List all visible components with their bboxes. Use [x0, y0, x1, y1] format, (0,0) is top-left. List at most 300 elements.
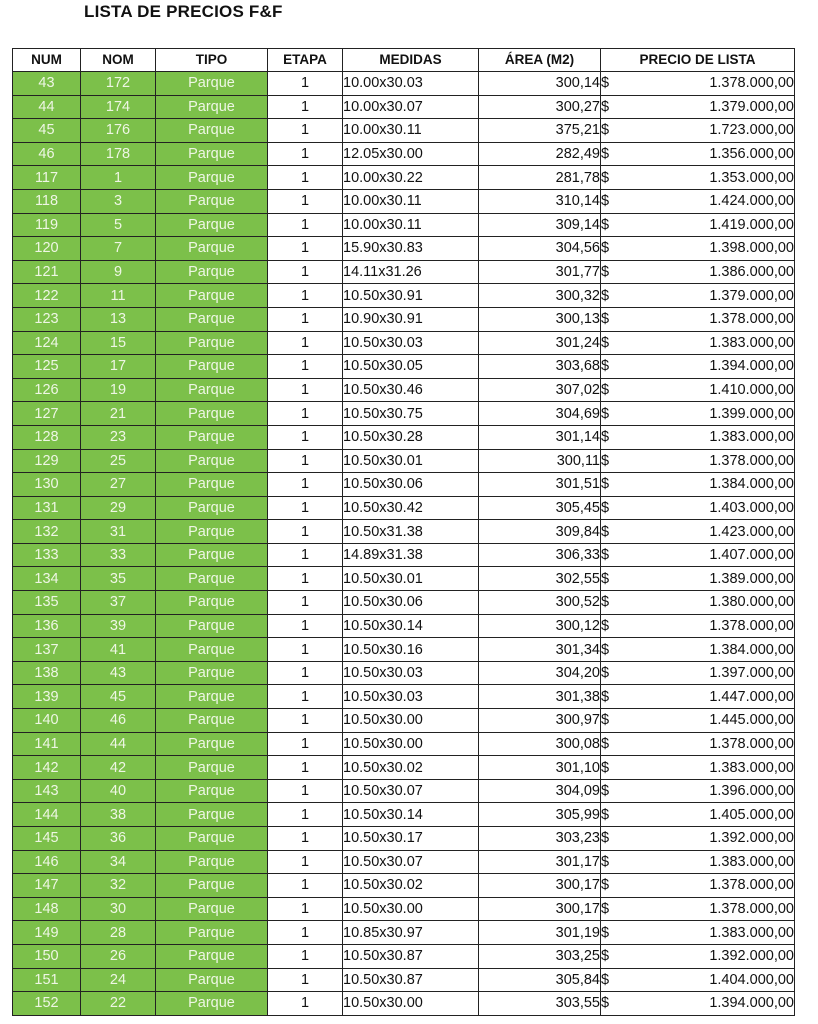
cell-nom: 11: [81, 284, 156, 308]
currency-symbol: $: [601, 476, 610, 493]
cell-tipo: Parque: [156, 425, 268, 449]
price-amount: 1.383.000,00: [709, 334, 794, 351]
table-row: [13, 638, 795, 662]
table-row: [13, 119, 795, 143]
cell-medidas: 10.50x30.00: [343, 732, 479, 756]
currency-symbol: $: [601, 334, 610, 351]
cell-medidas: 10.50x30.03: [343, 685, 479, 709]
table-row: [13, 944, 795, 968]
price-amount: 1.394.000,00: [709, 995, 794, 1012]
cell-tipo: Parque: [156, 166, 268, 190]
price-amount: 1.356.000,00: [709, 146, 794, 163]
table-row: [13, 897, 795, 921]
cell-num: 147: [13, 874, 81, 898]
cell-nom: 45: [81, 685, 156, 709]
cell-num: 120: [13, 237, 81, 261]
cell-num: 138: [13, 661, 81, 685]
cell-nom: 178: [81, 142, 156, 166]
cell-precio: [601, 307, 795, 331]
price-amount: 1.410.000,00: [709, 382, 794, 399]
page-title: LISTA DE PRECIOS F&F: [84, 2, 283, 21]
cell-tipo: Parque: [156, 543, 268, 567]
currency-symbol: $: [601, 924, 610, 941]
cell-tipo: Parque: [156, 614, 268, 638]
price-amount: 1.383.000,00: [709, 924, 794, 941]
price-amount: 1.419.000,00: [709, 216, 794, 233]
cell-nom: 19: [81, 378, 156, 402]
cell-nom: 38: [81, 803, 156, 827]
cell-nom: 1: [81, 166, 156, 190]
cell-etapa: 1: [268, 591, 343, 615]
cell-etapa: 1: [268, 638, 343, 662]
cell-etapa: 1: [268, 921, 343, 945]
cell-medidas: 10.50x30.87: [343, 968, 479, 992]
cell-precio: [601, 638, 795, 662]
cell-nom: 15: [81, 331, 156, 355]
cell-medidas: 10.50x30.02: [343, 874, 479, 898]
currency-symbol: $: [601, 641, 610, 658]
price-amount: 1.379.000,00: [709, 287, 794, 304]
table-row: [13, 779, 795, 803]
cell-medidas: 10.50x30.17: [343, 827, 479, 851]
cell-tipo: Parque: [156, 189, 268, 213]
cell-tipo: Parque: [156, 803, 268, 827]
cell-precio: [601, 756, 795, 780]
cell-num: 119: [13, 213, 81, 237]
cell-nom: 13: [81, 307, 156, 331]
cell-num: 152: [13, 992, 81, 1016]
cell-area: 301,10: [479, 756, 601, 780]
cell-etapa: 1: [268, 874, 343, 898]
cell-medidas: 10.50x30.91: [343, 284, 479, 308]
currency-symbol: $: [601, 759, 610, 776]
price-amount: 1.392.000,00: [709, 948, 794, 965]
cell-nom: 32: [81, 874, 156, 898]
cell-num: 129: [13, 449, 81, 473]
cell-num: 131: [13, 496, 81, 520]
cell-area: 302,55: [479, 567, 601, 591]
cell-medidas: 10.50x30.14: [343, 614, 479, 638]
cell-medidas: 10.50x30.75: [343, 402, 479, 426]
currency-symbol: $: [601, 688, 610, 705]
cell-precio: [601, 897, 795, 921]
currency-symbol: $: [601, 240, 610, 257]
cell-etapa: 1: [268, 567, 343, 591]
cell-tipo: Parque: [156, 402, 268, 426]
header-nom: NOM: [81, 49, 156, 72]
cell-medidas: 10.50x30.07: [343, 850, 479, 874]
cell-precio: [601, 72, 795, 96]
cell-area: 301,24: [479, 331, 601, 355]
price-amount: 1.378.000,00: [709, 452, 794, 469]
cell-tipo: Parque: [156, 567, 268, 591]
cell-num: 44: [13, 95, 81, 119]
cell-precio: [601, 803, 795, 827]
table-row: [13, 449, 795, 473]
cell-area: 300,17: [479, 897, 601, 921]
table-row: [13, 473, 795, 497]
cell-etapa: 1: [268, 543, 343, 567]
cell-area: 301,51: [479, 473, 601, 497]
price-amount: 1.398.000,00: [709, 240, 794, 257]
cell-nom: 28: [81, 921, 156, 945]
cell-etapa: 1: [268, 803, 343, 827]
cell-nom: 25: [81, 449, 156, 473]
cell-nom: 22: [81, 992, 156, 1016]
cell-tipo: Parque: [156, 921, 268, 945]
price-amount: 1.383.000,00: [709, 429, 794, 446]
cell-etapa: 1: [268, 166, 343, 190]
cell-nom: 30: [81, 897, 156, 921]
cell-area: 300,08: [479, 732, 601, 756]
cell-etapa: 1: [268, 260, 343, 284]
cell-precio: [601, 166, 795, 190]
cell-medidas: 10.50x30.03: [343, 661, 479, 685]
table-row: [13, 166, 795, 190]
price-amount: 1.397.000,00: [709, 665, 794, 682]
cell-nom: 26: [81, 944, 156, 968]
cell-num: 128: [13, 425, 81, 449]
currency-symbol: $: [601, 405, 610, 422]
cell-etapa: 1: [268, 284, 343, 308]
cell-area: 304,20: [479, 661, 601, 685]
cell-area: 301,38: [479, 685, 601, 709]
cell-precio: [601, 402, 795, 426]
currency-symbol: $: [601, 358, 610, 375]
cell-etapa: 1: [268, 661, 343, 685]
price-amount: 1.424.000,00: [709, 193, 794, 210]
table-row: [13, 260, 795, 284]
cell-area: 300,97: [479, 709, 601, 733]
cell-area: 303,25: [479, 944, 601, 968]
cell-precio: [601, 921, 795, 945]
cell-etapa: 1: [268, 307, 343, 331]
cell-num: 43: [13, 72, 81, 96]
cell-nom: 33: [81, 543, 156, 567]
price-amount: 1.405.000,00: [709, 806, 794, 823]
cell-tipo: Parque: [156, 95, 268, 119]
currency-symbol: $: [601, 382, 610, 399]
cell-tipo: Parque: [156, 473, 268, 497]
header-precio: PRECIO DE LISTA: [601, 49, 795, 72]
table-row: [13, 496, 795, 520]
table-row: [13, 591, 795, 615]
cell-area: 375,21: [479, 119, 601, 143]
cell-medidas: 10.50x30.06: [343, 473, 479, 497]
cell-tipo: Parque: [156, 779, 268, 803]
cell-precio: [601, 260, 795, 284]
cell-num: 145: [13, 827, 81, 851]
cell-medidas: 10.50x30.00: [343, 897, 479, 921]
cell-medidas: 10.50x30.28: [343, 425, 479, 449]
price-amount: 1.353.000,00: [709, 169, 794, 186]
cell-precio: [601, 968, 795, 992]
cell-area: 301,17: [479, 850, 601, 874]
header-row: [13, 49, 795, 72]
header-etapa: ETAPA: [268, 49, 343, 72]
table-row: [13, 72, 795, 96]
cell-precio: [601, 189, 795, 213]
cell-medidas: 12.05x30.00: [343, 142, 479, 166]
currency-symbol: $: [601, 901, 610, 918]
cell-etapa: 1: [268, 142, 343, 166]
cell-tipo: Parque: [156, 355, 268, 379]
cell-medidas: 10.00x30.03: [343, 72, 479, 96]
cell-precio: [601, 614, 795, 638]
cell-num: 149: [13, 921, 81, 945]
cell-num: 136: [13, 614, 81, 638]
cell-medidas: 10.50x30.07: [343, 779, 479, 803]
cell-medidas: 10.00x30.07: [343, 95, 479, 119]
cell-area: 301,34: [479, 638, 601, 662]
cell-precio: [601, 543, 795, 567]
cell-precio: [601, 992, 795, 1016]
cell-etapa: 1: [268, 520, 343, 544]
cell-etapa: 1: [268, 709, 343, 733]
table-row: [13, 378, 795, 402]
cell-num: 121: [13, 260, 81, 284]
cell-area: 300,27: [479, 95, 601, 119]
currency-symbol: $: [601, 547, 610, 564]
cell-tipo: Parque: [156, 496, 268, 520]
cell-area: 309,84: [479, 520, 601, 544]
table-row: [13, 331, 795, 355]
currency-symbol: $: [601, 216, 610, 233]
cell-etapa: 1: [268, 72, 343, 96]
cell-tipo: Parque: [156, 119, 268, 143]
currency-symbol: $: [601, 712, 610, 729]
cell-num: 125: [13, 355, 81, 379]
cell-nom: 35: [81, 567, 156, 591]
cell-medidas: 10.50x30.46: [343, 378, 479, 402]
cell-nom: 24: [81, 968, 156, 992]
cell-num: 117: [13, 166, 81, 190]
price-amount: 1.403.000,00: [709, 499, 794, 516]
price-amount: 1.386.000,00: [709, 264, 794, 281]
cell-tipo: Parque: [156, 827, 268, 851]
cell-tipo: Parque: [156, 72, 268, 96]
cell-nom: 36: [81, 827, 156, 851]
price-amount: 1.389.000,00: [709, 570, 794, 587]
table-row: [13, 237, 795, 261]
table-row: [13, 661, 795, 685]
cell-area: 300,52: [479, 591, 601, 615]
cell-tipo: Parque: [156, 897, 268, 921]
table-row: [13, 968, 795, 992]
cell-area: 309,14: [479, 213, 601, 237]
cell-precio: [601, 520, 795, 544]
table-row: [13, 520, 795, 544]
cell-num: 146: [13, 850, 81, 874]
cell-nom: 7: [81, 237, 156, 261]
cell-area: 300,13: [479, 307, 601, 331]
cell-medidas: 10.85x30.97: [343, 921, 479, 945]
cell-num: 140: [13, 709, 81, 733]
cell-medidas: 10.50x30.00: [343, 992, 479, 1016]
cell-precio: [601, 355, 795, 379]
currency-symbol: $: [601, 617, 610, 634]
cell-num: 127: [13, 402, 81, 426]
currency-symbol: $: [601, 523, 610, 540]
currency-symbol: $: [601, 948, 610, 965]
cell-area: 306,33: [479, 543, 601, 567]
currency-symbol: $: [601, 193, 610, 210]
cell-area: 305,84: [479, 968, 601, 992]
cell-tipo: Parque: [156, 449, 268, 473]
table-row: [13, 850, 795, 874]
cell-nom: 23: [81, 425, 156, 449]
price-amount: 1.380.000,00: [709, 594, 794, 611]
price-amount: 1.384.000,00: [709, 476, 794, 493]
cell-medidas: 10.50x30.42: [343, 496, 479, 520]
cell-tipo: Parque: [156, 874, 268, 898]
currency-symbol: $: [601, 971, 610, 988]
currency-symbol: $: [601, 570, 610, 587]
cell-etapa: 1: [268, 850, 343, 874]
cell-num: 130: [13, 473, 81, 497]
price-amount: 1.383.000,00: [709, 853, 794, 870]
table-row: [13, 355, 795, 379]
cell-medidas: 10.50x30.01: [343, 567, 479, 591]
table-row: [13, 425, 795, 449]
header-tipo: TIPO: [156, 49, 268, 72]
cell-nom: 39: [81, 614, 156, 638]
cell-etapa: 1: [268, 425, 343, 449]
price-amount: 1.404.000,00: [709, 971, 794, 988]
table-row: [13, 567, 795, 591]
cell-etapa: 1: [268, 189, 343, 213]
cell-medidas: 10.50x30.05: [343, 355, 479, 379]
cell-precio: [601, 331, 795, 355]
cell-nom: 21: [81, 402, 156, 426]
price-amount: 1.423.000,00: [709, 523, 794, 540]
cell-num: 150: [13, 944, 81, 968]
cell-medidas: 10.50x31.38: [343, 520, 479, 544]
cell-etapa: 1: [268, 756, 343, 780]
cell-num: 126: [13, 378, 81, 402]
price-amount: 1.378.000,00: [709, 735, 794, 752]
cell-area: 300,11: [479, 449, 601, 473]
cell-etapa: 1: [268, 378, 343, 402]
cell-nom: 3: [81, 189, 156, 213]
cell-precio: [601, 425, 795, 449]
cell-num: 151: [13, 968, 81, 992]
cell-num: 144: [13, 803, 81, 827]
price-amount: 1.378.000,00: [709, 877, 794, 894]
cell-etapa: 1: [268, 496, 343, 520]
cell-medidas: 10.50x30.87: [343, 944, 479, 968]
price-amount: 1.378.000,00: [709, 617, 794, 634]
table-row: [13, 874, 795, 898]
cell-precio: [601, 661, 795, 685]
cell-etapa: 1: [268, 968, 343, 992]
cell-medidas: 10.00x30.11: [343, 213, 479, 237]
cell-etapa: 1: [268, 685, 343, 709]
table-row: [13, 142, 795, 166]
cell-medidas: 10.50x30.01: [343, 449, 479, 473]
price-amount: 1.384.000,00: [709, 641, 794, 658]
table-row: [13, 992, 795, 1016]
cell-precio: [601, 449, 795, 473]
header-medidas: MEDIDAS: [343, 49, 479, 72]
cell-nom: 31: [81, 520, 156, 544]
cell-precio: [601, 237, 795, 261]
cell-tipo: Parque: [156, 331, 268, 355]
cell-num: 137: [13, 638, 81, 662]
currency-symbol: $: [601, 311, 610, 328]
cell-precio: [601, 709, 795, 733]
cell-etapa: 1: [268, 827, 343, 851]
cell-tipo: Parque: [156, 520, 268, 544]
cell-medidas: 14.89x31.38: [343, 543, 479, 567]
currency-symbol: $: [601, 853, 610, 870]
price-amount: 1.407.000,00: [709, 547, 794, 564]
currency-symbol: $: [601, 75, 610, 92]
cell-precio: [601, 944, 795, 968]
currency-symbol: $: [601, 98, 610, 115]
cell-etapa: 1: [268, 779, 343, 803]
cell-precio: [601, 874, 795, 898]
cell-tipo: Parque: [156, 944, 268, 968]
currency-symbol: $: [601, 830, 610, 847]
header-area: ÁREA (M2): [479, 49, 601, 72]
cell-tipo: Parque: [156, 260, 268, 284]
cell-nom: 46: [81, 709, 156, 733]
cell-tipo: Parque: [156, 661, 268, 685]
table-row: [13, 543, 795, 567]
cell-etapa: 1: [268, 119, 343, 143]
table-header: [13, 49, 795, 72]
currency-symbol: $: [601, 806, 610, 823]
cell-medidas: 10.90x30.91: [343, 307, 479, 331]
cell-precio: [601, 496, 795, 520]
cell-medidas: 14.11x31.26: [343, 260, 479, 284]
table-row: [13, 614, 795, 638]
cell-area: 300,17: [479, 874, 601, 898]
currency-symbol: $: [601, 783, 610, 800]
cell-etapa: 1: [268, 897, 343, 921]
cell-num: 139: [13, 685, 81, 709]
price-amount: 1.447.000,00: [709, 688, 794, 705]
cell-medidas: 10.50x30.03: [343, 331, 479, 355]
cell-tipo: Parque: [156, 237, 268, 261]
cell-tipo: Parque: [156, 968, 268, 992]
cell-tipo: Parque: [156, 850, 268, 874]
cell-tipo: Parque: [156, 685, 268, 709]
table-row: [13, 732, 795, 756]
cell-medidas: 10.50x30.06: [343, 591, 479, 615]
table-row: [13, 685, 795, 709]
cell-area: 304,56: [479, 237, 601, 261]
currency-symbol: $: [601, 995, 610, 1012]
currency-symbol: $: [601, 594, 610, 611]
cell-area: 301,19: [479, 921, 601, 945]
currency-symbol: $: [601, 146, 610, 163]
currency-symbol: $: [601, 665, 610, 682]
cell-etapa: 1: [268, 402, 343, 426]
cell-medidas: 10.00x30.22: [343, 166, 479, 190]
price-amount: 1.399.000,00: [709, 405, 794, 422]
currency-symbol: $: [601, 122, 610, 139]
price-amount: 1.383.000,00: [709, 759, 794, 776]
cell-nom: 44: [81, 732, 156, 756]
table-row: [13, 189, 795, 213]
cell-precio: [601, 378, 795, 402]
cell-etapa: 1: [268, 732, 343, 756]
cell-area: 301,77: [479, 260, 601, 284]
cell-medidas: 15.90x30.83: [343, 237, 479, 261]
cell-tipo: Parque: [156, 992, 268, 1016]
